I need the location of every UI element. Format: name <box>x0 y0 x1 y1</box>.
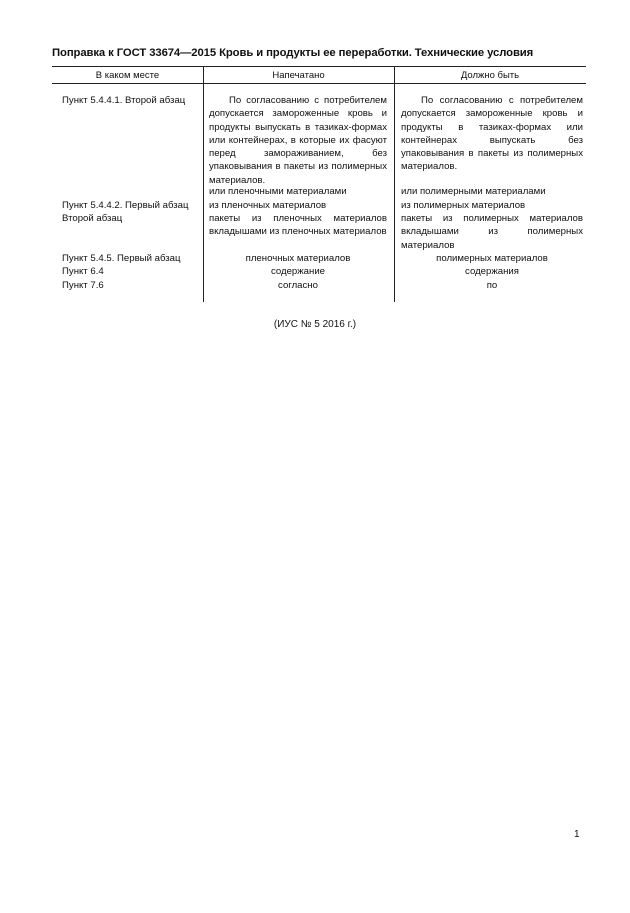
correct-5441: По согласованию с потребителем допускается замороженные кровь и продукты в тазиках-формах или контейнерах выпускать без упаковывания в пакеты из полимерных материалов. <box>401 95 583 173</box>
column-divider-2 <box>394 66 395 302</box>
column-divider-1 <box>203 66 204 302</box>
place-545: Пункт 5.4.5. Первый абзац <box>62 253 181 264</box>
place-64: Пункт 6.4 <box>62 266 104 277</box>
table-top-rule <box>52 66 586 67</box>
place-76: Пункт 7.6 <box>62 280 104 291</box>
printed-76: согласно <box>278 280 318 291</box>
table-header-rule <box>52 83 586 84</box>
printed-5442-a: или пленочными материалами <box>209 186 347 197</box>
place-5441: Пункт 5.4.4.1. Второй абзац <box>62 95 186 106</box>
page-number: 1 <box>574 829 580 840</box>
place-5442-second: Второй абзац <box>62 213 123 224</box>
printed-5441: По согласованию с потребителем допускается замороженные кровь и продукты выпускать в тазиках-формах или контейнерах, в которые их фасуют перед замораживанием, без упаковывания в пакеты из полимерных материалов. <box>209 95 387 186</box>
correct-5442-a: или полимерными материалами <box>401 186 546 197</box>
ius-reference: (ИУС № 5 2016 г.) <box>273 319 357 330</box>
correct-5442-second: пакеты из полимерных материалов вкладышами из полимерных материалов <box>401 213 583 251</box>
header-printed: Напечатано <box>272 70 325 81</box>
printed-5442-b: из пленочных материалов <box>209 200 327 211</box>
printed-64: содержание <box>270 266 326 277</box>
document-title: Поправка к ГОСТ 33674—2015 Кровь и продукты ее переработки. Технические условия <box>52 47 534 59</box>
printed-545: пленочных материалов <box>245 253 351 264</box>
header-should-be: Должно быть <box>460 70 520 81</box>
place-5442: Пункт 5.4.4.2. Первый абзац <box>62 200 189 211</box>
printed-5442-second: пакеты из пленочных материалов вкладышами из пленочных материалов <box>209 213 387 238</box>
correct-76: по <box>486 280 498 291</box>
correct-5442-b: из полимерных материалов <box>401 200 526 211</box>
correct-64: содержания <box>465 266 519 277</box>
correct-545: полимерных материалов <box>436 253 548 264</box>
header-place: В каком месте <box>95 70 160 81</box>
